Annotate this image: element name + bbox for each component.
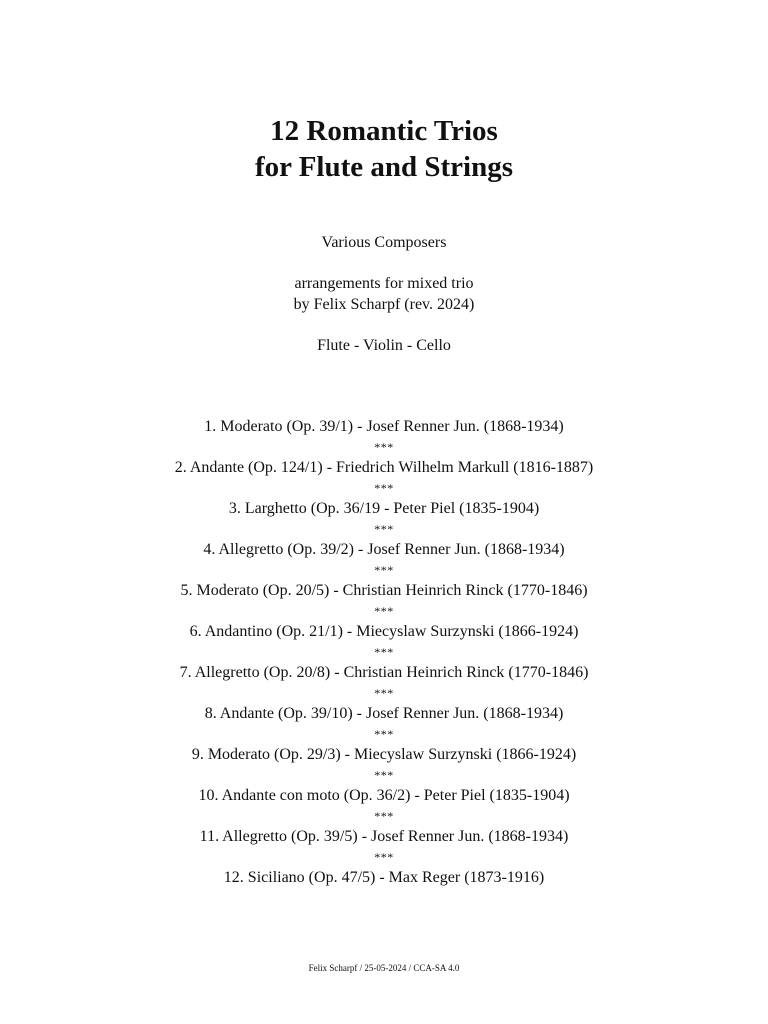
table-of-contents (0, 417, 768, 888)
contents-entry-4: 4. Allegretto (Op. 39/2) - Josef Renner Jun. (1868-1934) (203, 541, 565, 558)
contents-entry-11: 11. Allegretto (Op. 39/5) - Josef Renner Jun. (1868-1934) (199, 828, 569, 845)
contents-entry-8: 8. Andante (Op. 39/10) - Josef Renner Jun. (1868-1934) (204, 705, 564, 722)
contents-entry-10: 10. Andante con moto (Op. 36/2) - Peter Piel (1835-1904) (198, 787, 570, 804)
entry-separator: *** (374, 563, 394, 577)
title-line-1: 12 Romantic Trios (270, 115, 498, 147)
entry-separator: *** (374, 809, 394, 823)
contents-entry-6: 6. Andantino (Op. 21/1) - Miecyslaw Surzynski (1866-1924) (189, 623, 579, 640)
title-line-2: for Flute and Strings (254, 151, 514, 183)
contents-entry-3: 3. Larghetto (Op. 36/19 - Peter Piel (1835-1904) (228, 500, 540, 517)
entry-separator: *** (374, 481, 394, 495)
entry-separator: *** (374, 645, 394, 659)
entry-separator: *** (374, 768, 394, 782)
arrangement-line-1: arrangements for mixed trio (294, 275, 474, 292)
arrangement-line-2: by Felix Scharpf (rev. 2024) (293, 296, 475, 313)
page-footer: Felix Scharpf / 25-05-2024 / CCA-SA 4.0 (308, 963, 460, 973)
entry-separator: *** (374, 440, 394, 454)
contents-entry-9: 9. Moderato (Op. 29/3) - Miecyslaw Surzynski (1866-1924) (191, 746, 577, 763)
spacer (0, 253, 768, 273)
entry-separator: *** (374, 604, 394, 618)
instrumentation-line: Flute - Violin - Cello (317, 337, 451, 354)
contents-entry-7: 7. Allegretto (Op. 20/8) - Christian Heinrich Rinck (1770-1846) (179, 664, 589, 681)
contents-entry-12: 12. Siciliano (Op. 47/5) - Max Reger (1873-1916) (223, 869, 545, 886)
contents-entry-2: 2. Andante (Op. 124/1) - Friedrich Wilhelm Markull (1816-1887) (174, 459, 594, 476)
document-title (0, 113, 768, 185)
subtitle-block (0, 232, 768, 356)
entry-separator: *** (374, 522, 394, 536)
entry-separator: *** (374, 727, 394, 741)
entry-separator: *** (374, 850, 394, 864)
spacer (0, 315, 768, 335)
entry-separator: *** (374, 686, 394, 700)
contents-entry-5: 5. Moderato (Op. 20/5) - Christian Heinrich Rinck (1770-1846) (180, 582, 588, 599)
composers-line: Various Composers (321, 234, 447, 251)
contents-entry-1: 1. Moderato (Op. 39/1) - Josef Renner Jun. (1868-1934) (204, 418, 564, 435)
